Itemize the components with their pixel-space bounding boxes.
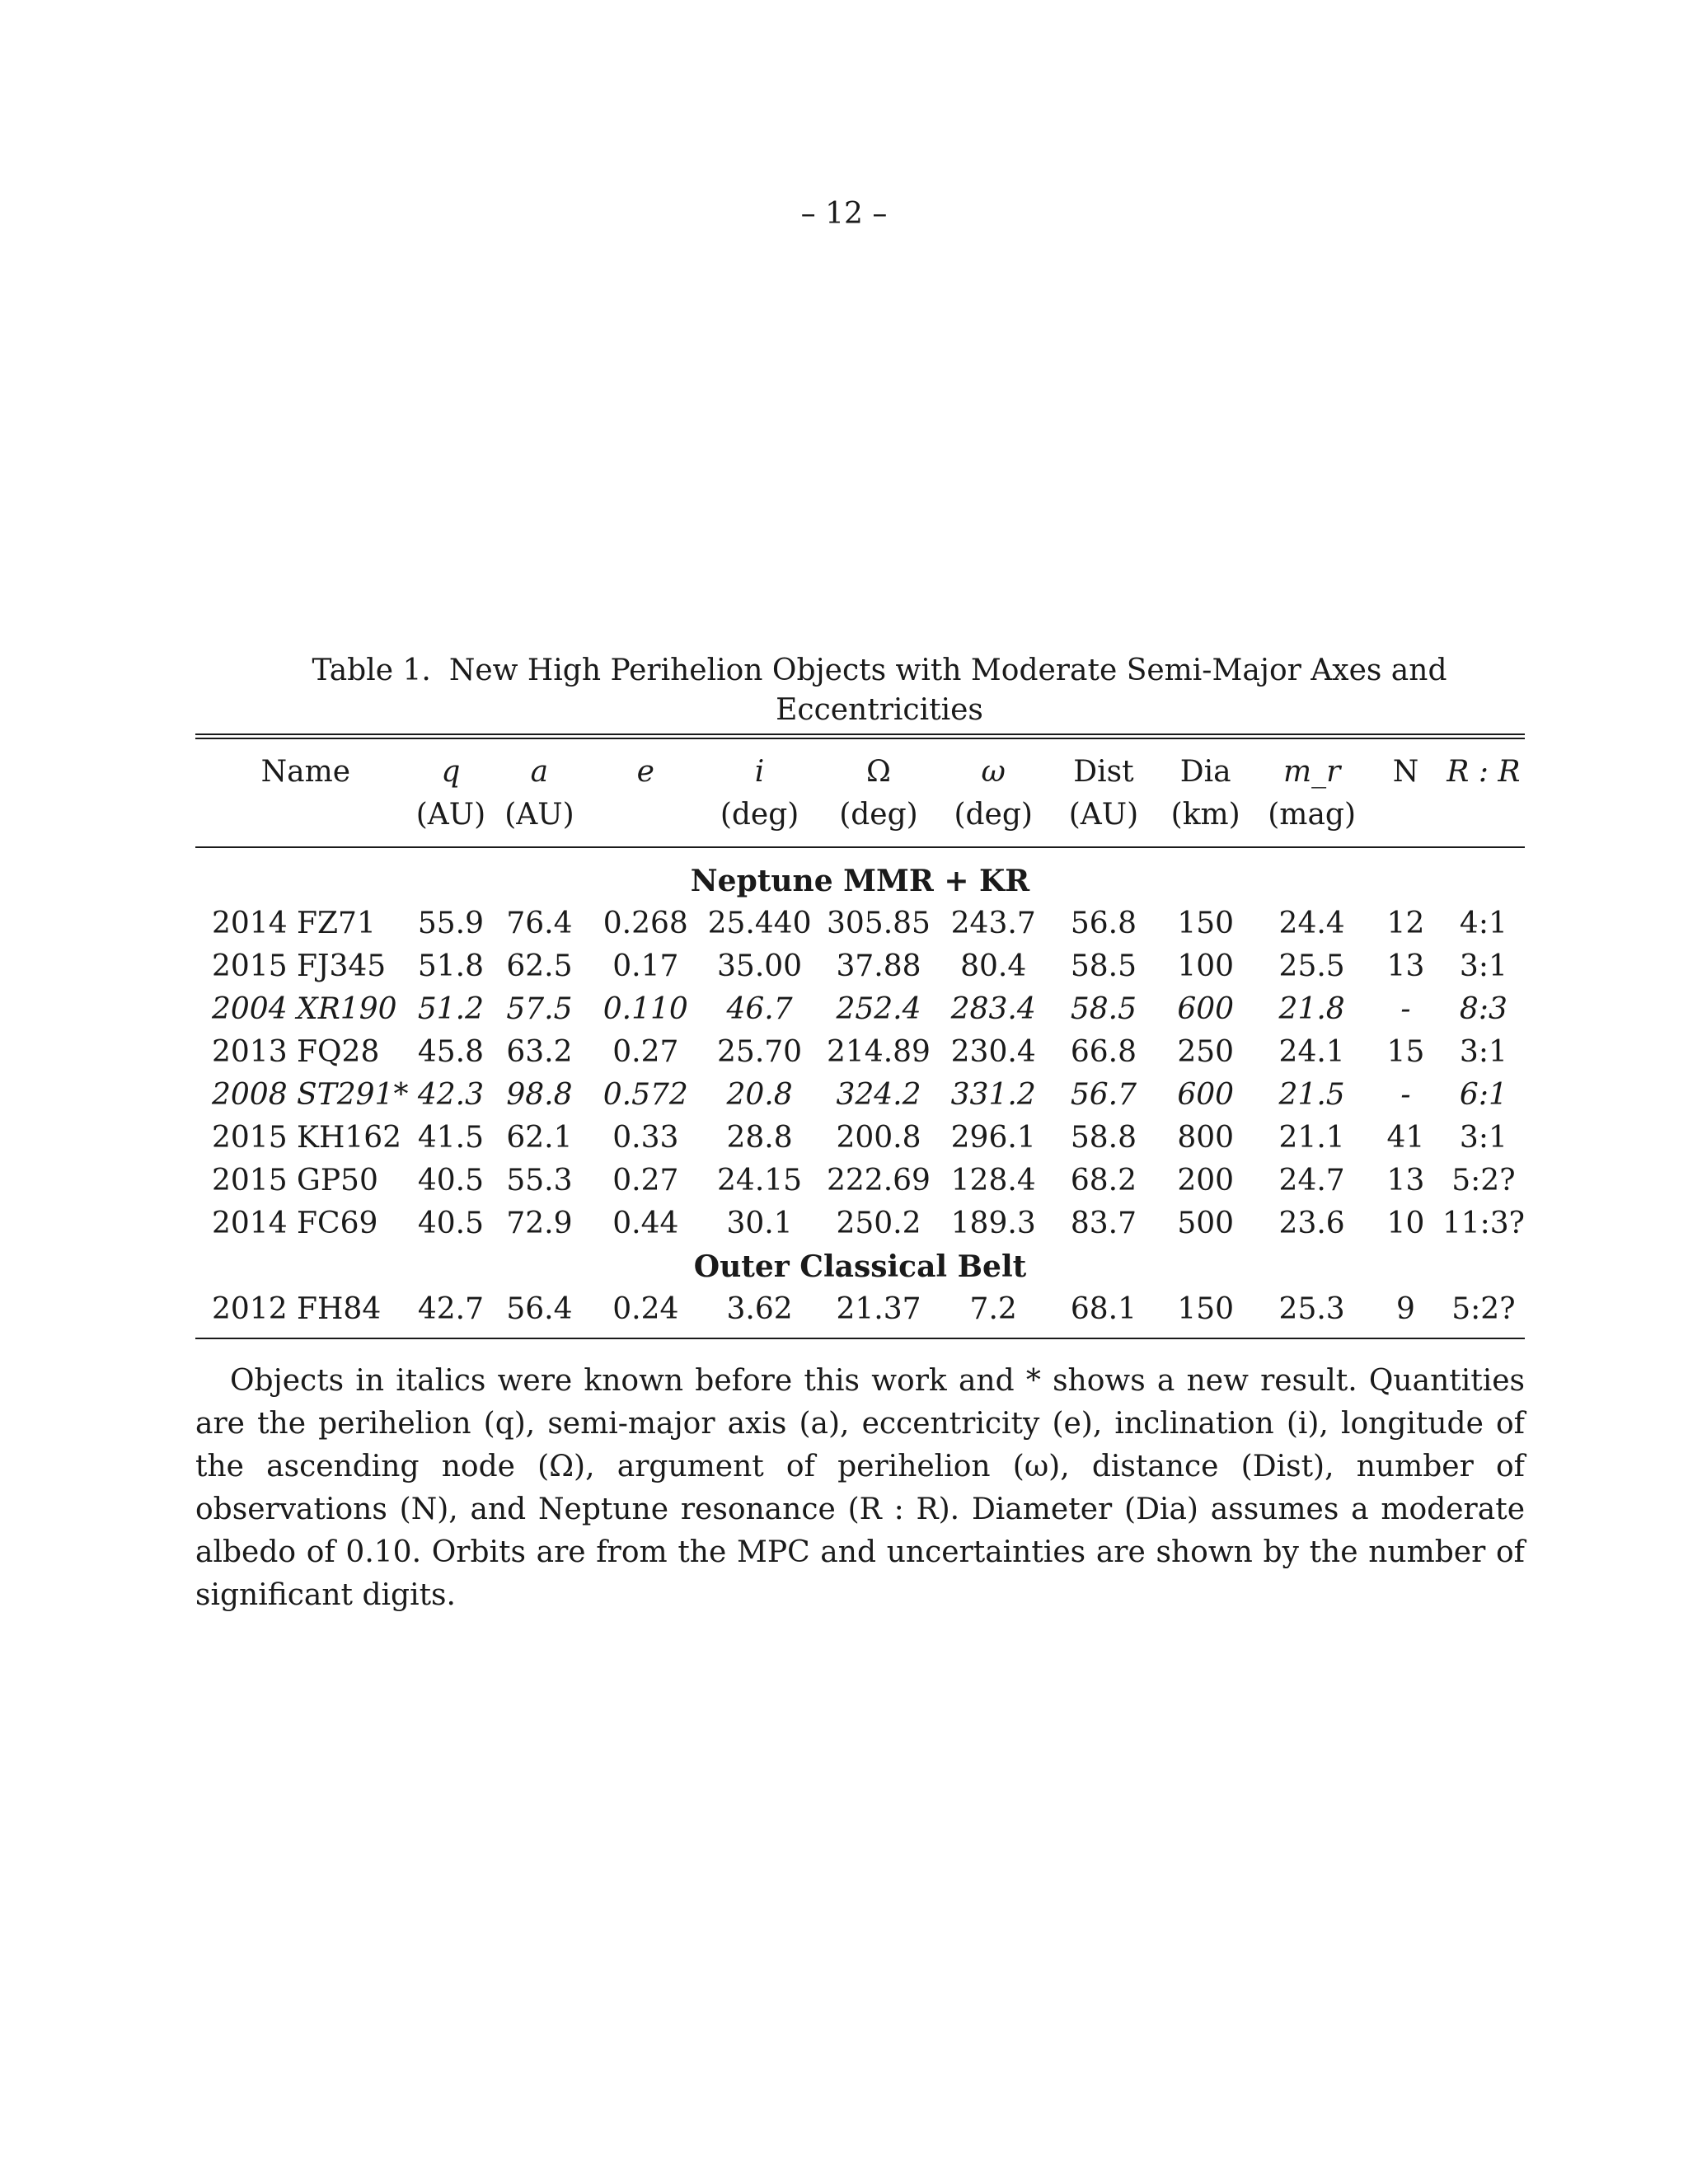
table-cell: 243.7 <box>950 907 1036 940</box>
table-cell: 62.1 <box>506 1121 573 1155</box>
table-cell: 41 <box>1386 1121 1425 1155</box>
object-name-cell: 2012 FH84 <box>212 1292 382 1326</box>
table-cell: 20.8 <box>726 1078 793 1112</box>
section-header-row <box>195 1245 1525 1288</box>
table-cell: 35.00 <box>717 949 803 983</box>
table-cell: 500 <box>1177 1207 1235 1240</box>
table-cell: 83.7 <box>1070 1207 1137 1240</box>
col-header-n: N <box>1392 755 1419 789</box>
table-cell: 283.4 <box>950 992 1036 1026</box>
table-cell: 0.27 <box>612 1035 679 1069</box>
table-cell: 25.440 <box>707 907 812 940</box>
unit-cell <box>593 794 698 847</box>
unit-cell <box>195 794 416 847</box>
table-cell: 24.4 <box>1278 907 1345 940</box>
table-cell: 600 <box>1177 992 1235 1026</box>
table-cell: 56.4 <box>506 1292 573 1326</box>
table-cell: 13 <box>1386 1164 1425 1197</box>
object-name-cell: 2014 FC69 <box>212 1207 378 1240</box>
header-rule <box>195 847 1525 860</box>
object-name-cell: 2014 FZ71 <box>212 907 376 940</box>
col-header-a: a <box>530 755 549 789</box>
table-cell: 0.17 <box>612 949 679 983</box>
table-cell: 80.4 <box>960 949 1027 983</box>
table-cell: 200 <box>1177 1164 1235 1197</box>
table-cell: 7.2 <box>969 1292 1017 1326</box>
table-cell: 21.1 <box>1278 1121 1345 1155</box>
table-cell: 6:1 <box>1459 1078 1507 1112</box>
table-cell: 600 <box>1177 1078 1235 1112</box>
table-caption <box>228 651 1531 730</box>
table-cell: 200.8 <box>836 1121 921 1155</box>
table-cell: 150 <box>1177 907 1235 940</box>
col-header-q: q <box>441 755 461 789</box>
unit-cell: (deg) <box>954 798 1033 832</box>
table-cell: 58.8 <box>1070 1121 1137 1155</box>
col-header-dia: Dia <box>1179 755 1231 789</box>
table-cell: 11:3? <box>1442 1207 1525 1240</box>
table-cell: 222.69 <box>826 1164 931 1197</box>
table-cell: 98.8 <box>506 1078 573 1112</box>
table-cell: 23.6 <box>1278 1207 1345 1240</box>
table-row <box>195 1202 1525 1245</box>
table-label: Table 1. <box>312 654 431 687</box>
table-cell: 68.1 <box>1070 1292 1137 1326</box>
table-cell: 252.4 <box>836 992 921 1026</box>
table-cell: 28.8 <box>726 1121 793 1155</box>
table-cell: 3:1 <box>1459 1035 1507 1069</box>
table-cell: 324.2 <box>836 1078 921 1112</box>
table-cell: 25.70 <box>717 1035 803 1069</box>
table-cell: 42.7 <box>417 1292 484 1326</box>
table-cell: 9 <box>1396 1292 1415 1326</box>
table-cell: 40.5 <box>417 1164 484 1197</box>
unit-cell: (AU) <box>415 798 486 832</box>
table-cell: 3.62 <box>726 1292 793 1326</box>
object-name-cell: 2015 FJ345 <box>212 949 387 983</box>
table-cell: 12 <box>1386 907 1425 940</box>
table-cell: 37.88 <box>836 949 921 983</box>
table-row <box>195 1160 1525 1202</box>
table-cell: 296.1 <box>950 1121 1036 1155</box>
table-cell: 72.9 <box>506 1207 573 1240</box>
header-row <box>195 751 1525 794</box>
table-row <box>195 945 1525 988</box>
unit-cell: (AU) <box>1068 798 1139 832</box>
table-cell: 46.7 <box>726 992 793 1026</box>
table-cell: 100 <box>1177 949 1235 983</box>
section-header-row <box>195 860 1525 902</box>
col-header-node: Ω <box>866 755 891 789</box>
table-title: New High Perihelion Objects with Moderate Semi-Major Axes and Eccentricities <box>448 654 1447 727</box>
table-cell: 21.37 <box>836 1292 921 1326</box>
table-cell: 21.5 <box>1278 1078 1345 1112</box>
table-cell: 0.268 <box>603 907 688 940</box>
table-cell: 45.8 <box>417 1035 484 1069</box>
table-cell: 13 <box>1386 949 1425 983</box>
table-cell: 51.2 <box>417 992 484 1026</box>
table-cell: 230.4 <box>950 1035 1036 1069</box>
table-cell: 331.2 <box>950 1078 1036 1112</box>
unit-cell <box>1442 794 1525 847</box>
table-cell: 25.5 <box>1278 949 1345 983</box>
table-cell: 56.8 <box>1070 907 1137 940</box>
table-row <box>195 1074 1525 1117</box>
table-cell: 42.3 <box>417 1078 484 1112</box>
table-cell: 40.5 <box>417 1207 484 1240</box>
table-cell: 8:3 <box>1459 992 1507 1026</box>
unit-cell: (deg) <box>839 798 918 832</box>
table-notes <box>195 1360 1525 1617</box>
table-cell: 21.8 <box>1278 992 1345 1026</box>
table-bottom-rule <box>195 1338 1525 1339</box>
table-row <box>195 1031 1525 1074</box>
page-number: – 12 – <box>800 197 888 231</box>
table-cell: 3:1 <box>1459 1121 1507 1155</box>
object-name-cell: 2013 FQ28 <box>212 1035 380 1069</box>
col-header-resonance: R : R <box>1447 755 1521 789</box>
object-name-cell: 2004 XR190 <box>212 992 397 1026</box>
table-cell: 63.2 <box>506 1035 573 1069</box>
table-cell: 57.5 <box>506 992 573 1026</box>
unit-cell: (km) <box>1170 798 1240 832</box>
table-cell: 3:1 <box>1459 949 1507 983</box>
table-cell: 55.9 <box>417 907 484 940</box>
unit-cell: (deg) <box>720 798 799 832</box>
table-cell: 56.7 <box>1070 1078 1137 1112</box>
col-header-i: i <box>754 755 765 789</box>
col-header-mag: m_r <box>1282 755 1341 789</box>
table-cell: 0.33 <box>612 1121 679 1155</box>
object-name-cell: 2015 KH162 <box>212 1121 402 1155</box>
table-cell: 68.2 <box>1070 1164 1137 1197</box>
table-cell: 250 <box>1177 1035 1235 1069</box>
table-cell: 0.27 <box>612 1164 679 1197</box>
table-1 <box>195 651 1525 1339</box>
table-cell: - <box>1400 992 1411 1026</box>
table-cell: 5:2? <box>1451 1164 1516 1197</box>
section-title: Neptune MMR + KR <box>690 864 1030 898</box>
table-cell: 58.5 <box>1070 949 1137 983</box>
table-top-rule <box>195 733 1525 739</box>
table-cell: 5:2? <box>1451 1292 1516 1326</box>
table-cell: 55.3 <box>506 1164 573 1197</box>
table-cell: 62.5 <box>506 949 573 983</box>
table-cell: - <box>1400 1078 1411 1112</box>
orbit-table <box>195 751 1525 1331</box>
table-cell: 214.89 <box>826 1035 931 1069</box>
table-cell: 25.3 <box>1278 1292 1345 1326</box>
table-cell: 800 <box>1177 1121 1235 1155</box>
table-cell: 0.44 <box>612 1207 679 1240</box>
col-header-e: e <box>636 755 654 789</box>
table-row <box>195 988 1525 1031</box>
table-cell: 76.4 <box>506 907 573 940</box>
table-cell: 24.7 <box>1278 1164 1345 1197</box>
object-name-cell: 2015 GP50 <box>212 1164 378 1197</box>
table-cell: 30.1 <box>726 1207 793 1240</box>
table-cell: 0.110 <box>603 992 688 1026</box>
table-body <box>195 860 1525 1331</box>
table-cell: 305.85 <box>826 907 931 940</box>
units-row <box>195 794 1525 847</box>
table-row <box>195 1117 1525 1160</box>
table-row <box>195 902 1525 945</box>
table-cell: 150 <box>1177 1292 1235 1326</box>
unit-cell: (AU) <box>504 798 574 832</box>
table-cell: 15 <box>1386 1035 1425 1069</box>
table-cell: 250.2 <box>836 1207 921 1240</box>
unit-cell: (mag) <box>1268 798 1356 832</box>
table-cell: 128.4 <box>950 1164 1036 1197</box>
table-cell: 58.5 <box>1070 992 1137 1026</box>
col-header-dist: Dist <box>1073 755 1134 789</box>
table-row <box>195 1288 1525 1331</box>
table-cell: 4:1 <box>1459 907 1507 940</box>
table-cell: 41.5 <box>417 1121 484 1155</box>
col-header-peri-arg: ω <box>981 755 1006 789</box>
table-cell: 66.8 <box>1070 1035 1137 1069</box>
table-cell: 0.24 <box>612 1292 679 1326</box>
object-name-cell: 2008 ST291* <box>212 1078 409 1112</box>
table-cell: 0.572 <box>603 1078 688 1112</box>
table-cell: 51.8 <box>417 949 484 983</box>
table-cell: 24.1 <box>1278 1035 1345 1069</box>
unit-cell <box>1369 794 1442 847</box>
table-cell: 24.15 <box>717 1164 803 1197</box>
section-title: Outer Classical Belt <box>693 1249 1027 1284</box>
table-cell: 189.3 <box>950 1207 1036 1240</box>
notes-paragraph: Objects in italics were known before this work and * shows a new result. Quantities are the perihelion (q), semi-major axis (a), eccentricity (e), inclination (i), longitude of the ascending node (Ω), argument of perihelion (ω), distance (Dist), number of observations (N), and Neptune resonance (R : R). Diameter (Dia) assumes a moderate albedo of 0.10. Orbits are from the MPC and uncertainties are shown by the number of significant digits. <box>195 1364 1525 1612</box>
table-cell: 10 <box>1386 1207 1425 1240</box>
col-header-name: Name <box>260 755 351 789</box>
